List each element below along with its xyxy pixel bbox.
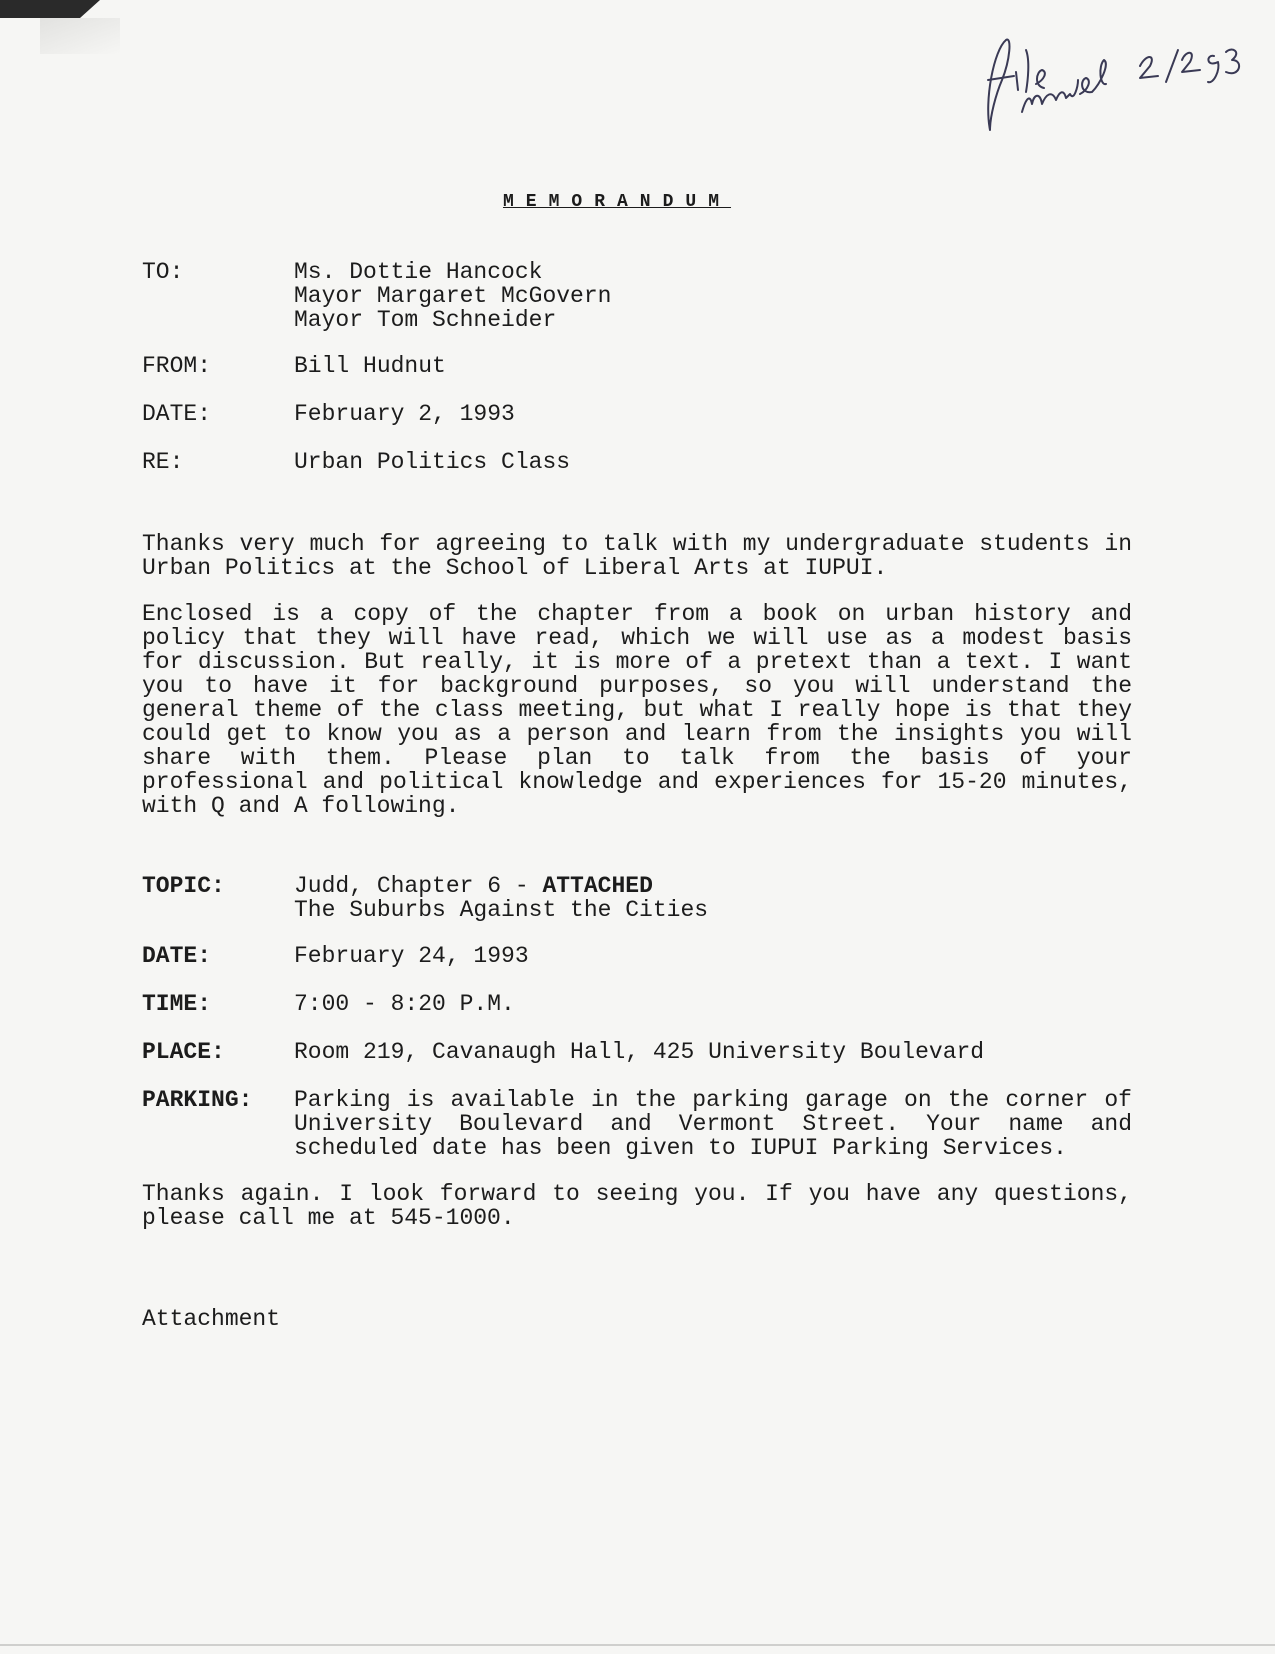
memo-title: MEMORANDUM	[502, 192, 732, 212]
topic-title: The Suburbs Against the Cities	[294, 897, 709, 923]
paper-fold	[40, 18, 120, 54]
event-date-row	[142, 944, 1132, 968]
time-row	[142, 992, 1132, 1016]
scan-corner-mark	[0, 0, 100, 18]
recipient: Ms. Dottie Hancock	[294, 259, 543, 285]
from-label: FROM:	[142, 353, 212, 379]
to-row	[142, 260, 1132, 332]
time-value: 7:00 - 8:20 P.M.	[294, 991, 515, 1017]
time-label: TIME:	[142, 991, 212, 1017]
recipient: Mayor Margaret McGovern	[294, 283, 612, 309]
body-paragraph: Thanks very much for agreeing to talk with my undergraduate students in Urban Politics at the School of Liberal Arts at IUPUI.	[142, 531, 1132, 581]
topic-label: TOPIC:	[142, 873, 225, 899]
to-recipients	[294, 260, 1132, 332]
re-label: RE:	[142, 449, 184, 475]
parking-value	[294, 1088, 1132, 1160]
date-label: DATE:	[142, 401, 212, 427]
place-value: Room 219, Cavanaugh Hall, 425 University Boulevard	[294, 1039, 985, 1065]
memo-body	[142, 532, 1132, 818]
recipient: Mayor Tom Schneider	[294, 307, 557, 333]
date-row	[142, 402, 1132, 426]
to-label: TO:	[142, 259, 184, 285]
event-date-value: February 24, 1993	[294, 943, 529, 969]
event-date-label: DATE:	[142, 943, 212, 969]
re-value: Urban Politics Class	[294, 449, 571, 475]
re-row	[142, 450, 1132, 474]
closing	[142, 1182, 1132, 1230]
page-edge	[0, 1644, 1275, 1646]
topic-chapter: Judd, Chapter 6 -	[294, 873, 543, 899]
attachment-note: Attachment	[142, 1306, 281, 1332]
closing-text: Thanks again. I look forward to seeing you. If you have any questions, please call me at 545-1000.	[142, 1181, 1132, 1231]
body-paragraph: Enclosed is a copy of the chapter from a book on urban history and policy that they will have read, which we will use as a modest basis for discussion. But really, it is more of a pretext than a text. I want you to have it for background purposes, so you will understand the general theme of the class meeting, but what I really hope is that they could get to know you as a person and learn from the insights you will share with them. Please plan to talk from the basis of your professional and political knowledge and experiences for 15-20 minutes, with Q and A following.	[142, 601, 1132, 819]
place-label: PLACE:	[142, 1039, 225, 1065]
topic-row	[142, 874, 1132, 922]
from-value: Bill Hudnut	[294, 353, 446, 379]
parking-row	[142, 1088, 1132, 1160]
topic-value	[294, 874, 1132, 922]
place-row	[142, 1040, 1132, 1064]
parking-label: PARKING:	[142, 1087, 253, 1113]
parking-text: Parking is available in the parking garage on the corner of University Boulevard and Vermont Street. Your name and scheduled date has been given to IUPUI Parking Services.	[294, 1087, 1132, 1161]
handwritten-note	[970, 20, 1260, 150]
date-value: February 2, 1993	[294, 401, 515, 427]
from-row	[142, 354, 1132, 378]
attached-note: ATTACHED	[542, 873, 653, 899]
